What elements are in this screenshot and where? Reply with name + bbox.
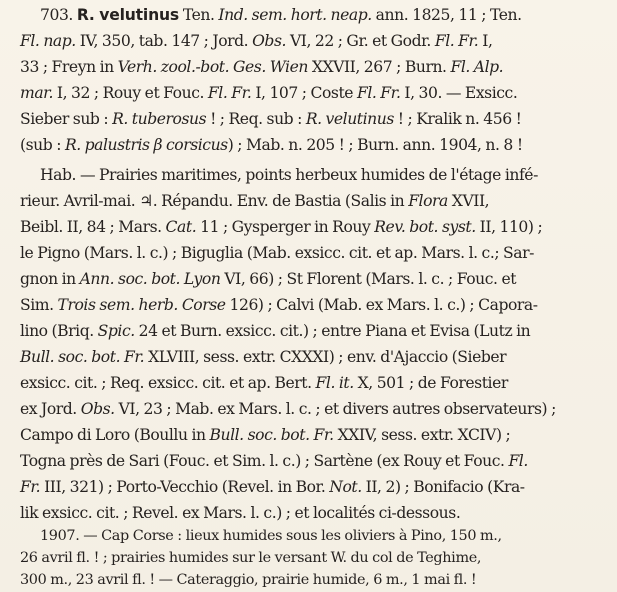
italic-reference: Ann. soc. bot. Lyon	[79, 270, 221, 288]
text-segment: gnon in	[20, 270, 80, 288]
citation-line	[0, 108, 617, 130]
habitat-line	[0, 216, 617, 238]
text-segment: I, 30. — Exsicc.	[400, 84, 518, 102]
text-segment: 11 ; Gysperger in Rouy	[196, 218, 375, 236]
italic-reference: Bull. soc. bot. Fr.	[209, 426, 334, 444]
habitat-line	[0, 242, 617, 264]
italic-reference: Fr.	[20, 478, 41, 496]
habitat-line	[0, 268, 617, 290]
text-segment: Campo di Loro (Boullu in	[20, 426, 210, 444]
text-segment: XLVIII, sess. extr. CXXXI) ; env. d'Ajaccio (Sieber	[144, 348, 507, 366]
habitat-line	[0, 502, 617, 524]
italic-reference: R. velutinus	[305, 110, 394, 128]
text-segment: ! ; Kralik n. 456 !	[393, 110, 522, 128]
text-segment: III, 321) ; Porto-Vecchio (Revel. in Bor.	[40, 478, 330, 496]
collection-line	[0, 548, 617, 568]
italic-reference: Obs.	[252, 32, 287, 50]
italic-reference: Fl. nap.	[20, 32, 76, 50]
italic-reference: Obs.	[80, 400, 115, 418]
text-segment: VI, 66) ; St Florent (Mars. l. c. ; Fouc. et	[220, 270, 517, 288]
text-segment: lino (Briq.	[20, 322, 98, 340]
text-segment: Beibl. II, 84 ; Mars.	[20, 218, 166, 236]
citation-line	[0, 56, 617, 78]
text-segment: 26 avril fl. ! ; prairies humides sur le versant W. du col de Teghime,	[20, 550, 482, 566]
italic-reference: Fl. Fr.	[434, 32, 479, 50]
text-segment: XXVII, 267 ; Burn.	[307, 58, 451, 76]
text-segment: 703.	[40, 6, 77, 24]
text-segment: I,	[478, 32, 493, 50]
citation-line	[0, 4, 617, 26]
text-segment: XXIV, sess. extr. XCIV) ;	[333, 426, 511, 444]
italic-reference: Spic.	[97, 322, 135, 340]
italic-reference: R. tuberosus	[112, 110, 207, 128]
text-segment: I, 107 ; Coste	[251, 84, 357, 102]
text-segment: XVII,	[447, 192, 490, 210]
text-segment: II, 2) ; Bonifacio (Kra-	[361, 478, 525, 496]
habitat-line	[0, 346, 617, 368]
citation-line	[0, 134, 617, 156]
habitat-line	[0, 476, 617, 498]
text-segment: le Pigno (Mars. l. c.) ; Biguglia (Mab. exsicc. cit. et ap. Mars. l. c.; Sar-	[20, 244, 534, 262]
text-segment: 33 ; Freyn in	[20, 58, 118, 76]
italic-reference: Not.	[329, 478, 362, 496]
text-segment: exsicc. cit. ; Req. exsicc. cit. et ap. Bert.	[20, 374, 316, 392]
italic-reference: Verh. zool.-bot. Ges. Wien	[117, 58, 308, 76]
citation-line	[0, 30, 617, 52]
text-segment: rieur. Avril-mai. ♃. Répandu. Env. de Bastia (Salis in	[20, 192, 409, 210]
collection-line	[0, 526, 617, 546]
italic-reference: mar.	[20, 84, 53, 102]
text-segment: Togna près de Sari (Fouc. et Sim. l. c.) ; Sartène (ex Rouy et Fouc.	[20, 452, 509, 470]
text-segment: Sieber sub :	[20, 110, 113, 128]
text-segment: I, 32 ; Rouy et Fouc.	[52, 84, 208, 102]
text-segment: Hab. — Prairies maritimes, points herbeux humides de l'étage infé-	[40, 166, 538, 184]
habitat-line	[0, 372, 617, 394]
habitat-line	[0, 398, 617, 420]
italic-reference: Flora	[408, 192, 448, 210]
text-segment: Sim.	[20, 296, 58, 314]
text-segment: ex Jord.	[20, 400, 81, 418]
habitat-line	[0, 320, 617, 342]
species-name: R. velutinus	[76, 6, 179, 24]
habitat-line	[0, 424, 617, 446]
italic-reference: Fl. Fr.	[207, 84, 252, 102]
text-segment: II, 110) ;	[475, 218, 543, 236]
text-segment: X, 501 ; de Forestier	[353, 374, 508, 392]
text-segment: 300 m., 23 avril fl. ! — Cateraggio, prairie humide, 6 m., 1 mai fl. !	[20, 572, 477, 588]
habitat-line	[0, 190, 617, 212]
italic-reference: Cat.	[165, 218, 197, 236]
text-segment: 126) ; Calvi (Mab. ex Mars. l. c.) ; Capora-	[225, 296, 538, 314]
text-segment: Ten.	[178, 6, 219, 24]
text-segment: ann. 1825, 11 ; Ten.	[371, 6, 522, 24]
text-segment: ! ; Req. sub :	[206, 110, 306, 128]
italic-reference: Bull. soc. bot. Fr.	[20, 348, 145, 366]
text-segment: lik exsicc. cit. ; Revel. ex Mars. l. c.) ; et localités ci-dessous.	[20, 504, 461, 522]
citation-line	[0, 82, 617, 104]
text-segment: VI, 22 ; Gr. et Godr.	[286, 32, 435, 50]
habitat-line	[0, 164, 617, 186]
italic-reference: Rev. bot. syst.	[374, 218, 476, 236]
text-segment: IV, 350, tab. 147 ; Jord.	[75, 32, 253, 50]
collection-line	[0, 570, 617, 590]
italic-reference: Fl.	[508, 452, 528, 470]
italic-reference: Fl. it.	[315, 374, 354, 392]
habitat-line	[0, 294, 617, 316]
habitat-line	[0, 450, 617, 472]
italic-reference: Fl. Fr.	[356, 84, 401, 102]
italic-reference: R. palustris β corsicus	[64, 136, 228, 154]
italic-reference: Ind. sem. hort. neap.	[218, 6, 372, 24]
italic-reference: Fl. Alp.	[450, 58, 504, 76]
text-segment: VI, 23 ; Mab. ex Mars. l. c. ; et divers autres observateurs) ;	[114, 400, 556, 418]
text-segment: 1907. — Cap Corse : lieux humides sous les oliviers à Pino, 150 m.,	[40, 528, 502, 544]
text-segment: 24 et Burn. exsicc. cit.) ; entre Piana et Evisa (Lutz in	[134, 322, 531, 340]
text-segment: (sub :	[20, 136, 65, 154]
italic-reference: Trois sem. herb. Corse	[57, 296, 226, 314]
text-segment: ) ; Mab. n. 205 ! ; Burn. ann. 1904, n. 8 !	[227, 136, 523, 154]
